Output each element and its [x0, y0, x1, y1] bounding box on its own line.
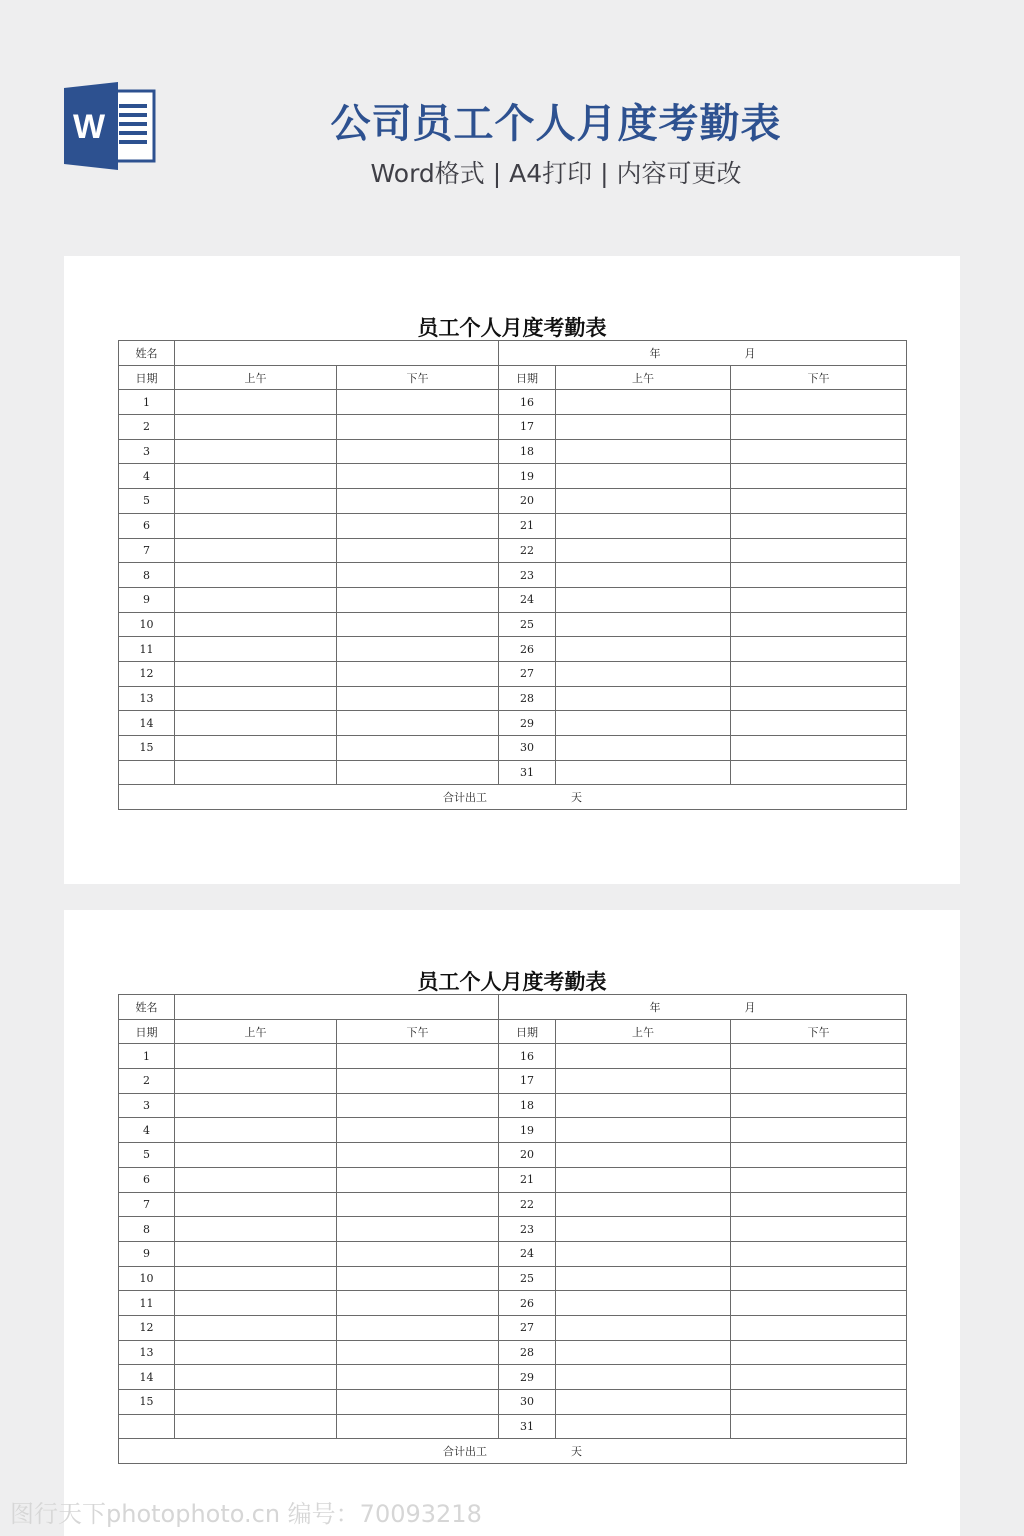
- day-number: 6: [119, 1167, 175, 1192]
- afternoon-cell[interactable]: [337, 1093, 499, 1118]
- morning-cell[interactable]: [175, 1044, 337, 1069]
- morning-cell[interactable]: [175, 711, 337, 736]
- day-number: 17: [499, 415, 556, 440]
- afternoon-cell[interactable]: [731, 390, 907, 415]
- afternoon-cell[interactable]: [731, 1044, 907, 1069]
- date-header: 日期: [499, 1019, 556, 1044]
- year-month-cell[interactable]: [499, 341, 907, 366]
- morning-cell[interactable]: [175, 1414, 337, 1439]
- table-row: [119, 587, 907, 612]
- morning-cell[interactable]: [175, 1390, 337, 1415]
- morning-cell[interactable]: [175, 489, 337, 514]
- day-number: 21: [499, 1167, 556, 1192]
- table-row: [119, 1291, 907, 1316]
- day-number: 14: [119, 1365, 175, 1390]
- day-number: 1: [119, 1044, 175, 1069]
- afternoon-cell[interactable]: [337, 1217, 499, 1242]
- day-number: 25: [499, 1266, 556, 1291]
- afternoon-cell[interactable]: [337, 1414, 499, 1439]
- attendance-table: [118, 994, 907, 1464]
- day-number: [119, 1414, 175, 1439]
- year-label: 年: [649, 1000, 661, 1014]
- table-row: [119, 415, 907, 440]
- morning-cell[interactable]: [556, 538, 731, 563]
- table-row: [119, 538, 907, 563]
- table-row: [119, 760, 907, 785]
- table-row: [119, 1340, 907, 1365]
- day-number: 17: [499, 1069, 556, 1094]
- morning-cell[interactable]: [556, 1143, 731, 1168]
- name-row: [119, 341, 907, 366]
- word-document-icon: [64, 82, 156, 170]
- morning-cell[interactable]: [556, 513, 731, 538]
- morning-cell[interactable]: [556, 1291, 731, 1316]
- morning-cell[interactable]: [556, 390, 731, 415]
- afternoon-cell[interactable]: [337, 1192, 499, 1217]
- day-number: 29: [499, 711, 556, 736]
- day-number: 18: [499, 1093, 556, 1118]
- day-number: 8: [119, 1217, 175, 1242]
- morning-cell[interactable]: [175, 390, 337, 415]
- table-row: [119, 1143, 907, 1168]
- day-number: 22: [499, 538, 556, 563]
- morning-cell[interactable]: [556, 1266, 731, 1291]
- day-number: 30: [499, 1390, 556, 1415]
- morning-cell[interactable]: [556, 1315, 731, 1340]
- afternoon-header: 下午: [337, 365, 499, 390]
- morning-cell[interactable]: [175, 1093, 337, 1118]
- day-number: 4: [119, 464, 175, 489]
- afternoon-cell[interactable]: [731, 439, 907, 464]
- afternoon-cell[interactable]: [337, 563, 499, 588]
- afternoon-cell[interactable]: [731, 1069, 907, 1094]
- morning-cell[interactable]: [175, 661, 337, 686]
- afternoon-cell[interactable]: [731, 736, 907, 761]
- afternoon-cell[interactable]: [337, 1143, 499, 1168]
- day-number: 24: [499, 587, 556, 612]
- morning-cell[interactable]: [175, 513, 337, 538]
- afternoon-cell[interactable]: [337, 1340, 499, 1365]
- afternoon-cell[interactable]: [337, 686, 499, 711]
- morning-cell[interactable]: [556, 1192, 731, 1217]
- morning-cell[interactable]: [556, 587, 731, 612]
- day-number: 20: [499, 489, 556, 514]
- afternoon-cell[interactable]: [337, 1044, 499, 1069]
- afternoon-cell[interactable]: [731, 1143, 907, 1168]
- afternoon-cell[interactable]: [731, 513, 907, 538]
- morning-header: 上午: [556, 1019, 731, 1044]
- day-number: 12: [119, 1315, 175, 1340]
- morning-cell[interactable]: [175, 1340, 337, 1365]
- morning-cell[interactable]: [175, 736, 337, 761]
- day-number: 9: [119, 587, 175, 612]
- day-number: 18: [499, 439, 556, 464]
- morning-cell[interactable]: [556, 1390, 731, 1415]
- afternoon-cell[interactable]: [337, 587, 499, 612]
- day-number: 12: [119, 661, 175, 686]
- table-row: [119, 390, 907, 415]
- morning-cell[interactable]: [556, 760, 731, 785]
- morning-cell[interactable]: [556, 1365, 731, 1390]
- morning-cell[interactable]: [175, 538, 337, 563]
- svg-text:W: W: [72, 108, 106, 146]
- afternoon-cell[interactable]: [337, 612, 499, 637]
- afternoon-cell[interactable]: [337, 439, 499, 464]
- day-number: 16: [499, 390, 556, 415]
- morning-cell[interactable]: [175, 1192, 337, 1217]
- watermark-text: 图行天下photophoto.cn 编号：70093218: [10, 1500, 482, 1528]
- header-row: [119, 365, 907, 390]
- morning-cell[interactable]: [556, 415, 731, 440]
- afternoon-cell[interactable]: [337, 1069, 499, 1094]
- day-number: [119, 760, 175, 785]
- attendance-table: [118, 340, 907, 810]
- morning-cell[interactable]: [556, 1069, 731, 1094]
- afternoon-cell[interactable]: [337, 489, 499, 514]
- day-number: 13: [119, 1340, 175, 1365]
- table-row: [119, 1315, 907, 1340]
- year-label: 年: [649, 346, 661, 360]
- afternoon-cell[interactable]: [731, 563, 907, 588]
- morning-header: 上午: [556, 365, 731, 390]
- day-number: 16: [499, 1044, 556, 1069]
- day-number: 14: [119, 711, 175, 736]
- morning-cell[interactable]: [556, 1044, 731, 1069]
- afternoon-cell[interactable]: [731, 686, 907, 711]
- total-row: [119, 1439, 907, 1464]
- day-number: 26: [499, 1291, 556, 1316]
- day-number: 25: [499, 612, 556, 637]
- table-row: [119, 513, 907, 538]
- day-number: 10: [119, 1266, 175, 1291]
- sheet-title: 员工个人月度考勤表: [417, 315, 607, 340]
- day-number: 26: [499, 637, 556, 662]
- total-cell[interactable]: [119, 1439, 907, 1464]
- table-row: [119, 1414, 907, 1439]
- day-number: 11: [119, 1291, 175, 1316]
- morning-cell[interactable]: [556, 464, 731, 489]
- sheet-title: 员工个人月度考勤表: [417, 969, 607, 994]
- attendance-sheet-page-1: [64, 256, 960, 884]
- afternoon-cell[interactable]: [337, 390, 499, 415]
- afternoon-cell[interactable]: [337, 464, 499, 489]
- morning-cell[interactable]: [556, 1118, 731, 1143]
- afternoon-cell[interactable]: [731, 464, 907, 489]
- morning-cell[interactable]: [175, 587, 337, 612]
- afternoon-cell[interactable]: [731, 1241, 907, 1266]
- day-number: 30: [499, 736, 556, 761]
- morning-cell[interactable]: [175, 1291, 337, 1316]
- day-number: 22: [499, 1192, 556, 1217]
- table-row: [119, 1217, 907, 1242]
- day-number: 28: [499, 686, 556, 711]
- table-row: [119, 736, 907, 761]
- day-number: 23: [499, 563, 556, 588]
- day-number: 15: [119, 1390, 175, 1415]
- day-number: 31: [499, 760, 556, 785]
- total-label: 合计出工: [443, 1445, 488, 1459]
- morning-cell[interactable]: [175, 1315, 337, 1340]
- morning-cell[interactable]: [175, 415, 337, 440]
- afternoon-cell[interactable]: [337, 1266, 499, 1291]
- attendance-sheet-page-2: [64, 910, 960, 1536]
- morning-cell[interactable]: [556, 439, 731, 464]
- day-number: 29: [499, 1365, 556, 1390]
- name-label: 姓名: [119, 341, 175, 366]
- afternoon-cell[interactable]: [731, 1315, 907, 1340]
- name-input-cell[interactable]: [175, 995, 499, 1020]
- afternoon-cell[interactable]: [337, 1118, 499, 1143]
- afternoon-cell[interactable]: [337, 1315, 499, 1340]
- total-cell[interactable]: [119, 785, 907, 810]
- name-row: [119, 995, 907, 1020]
- afternoon-cell[interactable]: [337, 513, 499, 538]
- afternoon-cell[interactable]: [731, 760, 907, 785]
- day-number: 7: [119, 538, 175, 563]
- morning-cell[interactable]: [175, 686, 337, 711]
- table-row: [119, 1118, 907, 1143]
- day-number: 15: [119, 736, 175, 761]
- day-number: 11: [119, 637, 175, 662]
- afternoon-cell[interactable]: [731, 587, 907, 612]
- morning-cell[interactable]: [175, 637, 337, 662]
- day-number: 2: [119, 415, 175, 440]
- month-label: 月: [744, 346, 756, 360]
- day-number: 2: [119, 1069, 175, 1094]
- morning-cell[interactable]: [175, 1069, 337, 1094]
- header-row: [119, 1019, 907, 1044]
- morning-cell[interactable]: [175, 1241, 337, 1266]
- day-number: 5: [119, 1143, 175, 1168]
- page-title: 公司员工个人月度考勤表: [330, 101, 782, 147]
- afternoon-cell[interactable]: [337, 1390, 499, 1415]
- table-row: [119, 1365, 907, 1390]
- morning-cell[interactable]: [556, 1340, 731, 1365]
- afternoon-cell[interactable]: [731, 1365, 907, 1390]
- day-number: 27: [499, 661, 556, 686]
- afternoon-cell[interactable]: [731, 538, 907, 563]
- afternoon-cell[interactable]: [337, 661, 499, 686]
- morning-cell[interactable]: [175, 439, 337, 464]
- morning-cell[interactable]: [556, 1167, 731, 1192]
- day-number: 20: [499, 1143, 556, 1168]
- day-number: 3: [119, 1093, 175, 1118]
- morning-cell[interactable]: [175, 1365, 337, 1390]
- day-number: 21: [499, 513, 556, 538]
- table-row: [119, 1266, 907, 1291]
- afternoon-cell[interactable]: [337, 637, 499, 662]
- date-header: 日期: [119, 365, 175, 390]
- date-header: 日期: [499, 365, 556, 390]
- morning-cell[interactable]: [175, 464, 337, 489]
- name-label: 姓名: [119, 995, 175, 1020]
- morning-cell[interactable]: [175, 1217, 337, 1242]
- table-row: [119, 612, 907, 637]
- afternoon-cell[interactable]: [731, 661, 907, 686]
- morning-cell[interactable]: [556, 1093, 731, 1118]
- morning-cell[interactable]: [175, 1118, 337, 1143]
- date-header: 日期: [119, 1019, 175, 1044]
- table-row: [119, 1192, 907, 1217]
- total-row: [119, 785, 907, 810]
- afternoon-cell[interactable]: [337, 415, 499, 440]
- morning-cell[interactable]: [175, 612, 337, 637]
- afternoon-cell[interactable]: [731, 1414, 907, 1439]
- afternoon-cell[interactable]: [731, 1192, 907, 1217]
- table-row: [119, 637, 907, 662]
- total-label: 合计出工: [443, 791, 488, 805]
- afternoon-cell[interactable]: [337, 760, 499, 785]
- afternoon-cell[interactable]: [731, 637, 907, 662]
- afternoon-cell[interactable]: [731, 711, 907, 736]
- afternoon-cell[interactable]: [731, 1217, 907, 1242]
- name-input-cell[interactable]: [175, 341, 499, 366]
- day-number: 5: [119, 489, 175, 514]
- afternoon-cell[interactable]: [337, 736, 499, 761]
- afternoon-cell[interactable]: [731, 1093, 907, 1118]
- total-unit: 天: [571, 1445, 583, 1459]
- morning-cell[interactable]: [175, 760, 337, 785]
- morning-cell[interactable]: [556, 489, 731, 514]
- day-number: 27: [499, 1315, 556, 1340]
- afternoon-cell[interactable]: [731, 612, 907, 637]
- table-row: [119, 711, 907, 736]
- day-number: 19: [499, 1118, 556, 1143]
- year-month-cell[interactable]: [499, 995, 907, 1020]
- page-subtitle: Word格式 | A4打印 | 内容可更改: [370, 159, 742, 188]
- day-number: 7: [119, 1192, 175, 1217]
- table-row: [119, 661, 907, 686]
- morning-cell[interactable]: [175, 563, 337, 588]
- afternoon-cell[interactable]: [337, 1291, 499, 1316]
- table-row: [119, 1167, 907, 1192]
- morning-cell[interactable]: [556, 736, 731, 761]
- afternoon-header: 下午: [731, 365, 907, 390]
- morning-cell[interactable]: [556, 711, 731, 736]
- morning-cell[interactable]: [175, 1167, 337, 1192]
- afternoon-header: 下午: [731, 1019, 907, 1044]
- morning-cell[interactable]: [556, 661, 731, 686]
- morning-cell[interactable]: [175, 1266, 337, 1291]
- morning-cell[interactable]: [556, 1414, 731, 1439]
- afternoon-header: 下午: [337, 1019, 499, 1044]
- table-row: [119, 563, 907, 588]
- table-row: [119, 1390, 907, 1415]
- table-row: [119, 1241, 907, 1266]
- table-row: [119, 1044, 907, 1069]
- day-number: 3: [119, 439, 175, 464]
- total-unit: 天: [571, 791, 583, 805]
- day-number: 23: [499, 1217, 556, 1242]
- morning-cell[interactable]: [556, 1241, 731, 1266]
- afternoon-cell[interactable]: [337, 538, 499, 563]
- day-number: 28: [499, 1340, 556, 1365]
- morning-cell[interactable]: [175, 1143, 337, 1168]
- afternoon-cell[interactable]: [731, 415, 907, 440]
- table-row: [119, 439, 907, 464]
- day-number: 31: [499, 1414, 556, 1439]
- afternoon-cell[interactable]: [731, 1340, 907, 1365]
- afternoon-cell[interactable]: [731, 1291, 907, 1316]
- afternoon-cell[interactable]: [337, 1365, 499, 1390]
- day-number: 1: [119, 390, 175, 415]
- afternoon-cell[interactable]: [731, 1390, 907, 1415]
- month-label: 月: [744, 1000, 756, 1014]
- day-number: 9: [119, 1241, 175, 1266]
- afternoon-cell[interactable]: [731, 1167, 907, 1192]
- day-number: 24: [499, 1241, 556, 1266]
- morning-cell[interactable]: [556, 637, 731, 662]
- afternoon-cell[interactable]: [731, 1266, 907, 1291]
- morning-cell[interactable]: [556, 1217, 731, 1242]
- morning-cell[interactable]: [556, 612, 731, 637]
- day-number: 6: [119, 513, 175, 538]
- afternoon-cell[interactable]: [337, 1241, 499, 1266]
- table-row: [119, 1069, 907, 1094]
- morning-cell[interactable]: [556, 686, 731, 711]
- table-row: [119, 1093, 907, 1118]
- day-number: 10: [119, 612, 175, 637]
- morning-header: 上午: [175, 365, 337, 390]
- day-number: 19: [499, 464, 556, 489]
- table-row: [119, 464, 907, 489]
- afternoon-cell[interactable]: [337, 711, 499, 736]
- afternoon-cell[interactable]: [337, 1167, 499, 1192]
- afternoon-cell[interactable]: [731, 1118, 907, 1143]
- day-number: 4: [119, 1118, 175, 1143]
- morning-cell[interactable]: [556, 563, 731, 588]
- day-number: 8: [119, 563, 175, 588]
- morning-header: 上午: [175, 1019, 337, 1044]
- day-number: 13: [119, 686, 175, 711]
- table-row: [119, 686, 907, 711]
- afternoon-cell[interactable]: [731, 489, 907, 514]
- table-row: [119, 489, 907, 514]
